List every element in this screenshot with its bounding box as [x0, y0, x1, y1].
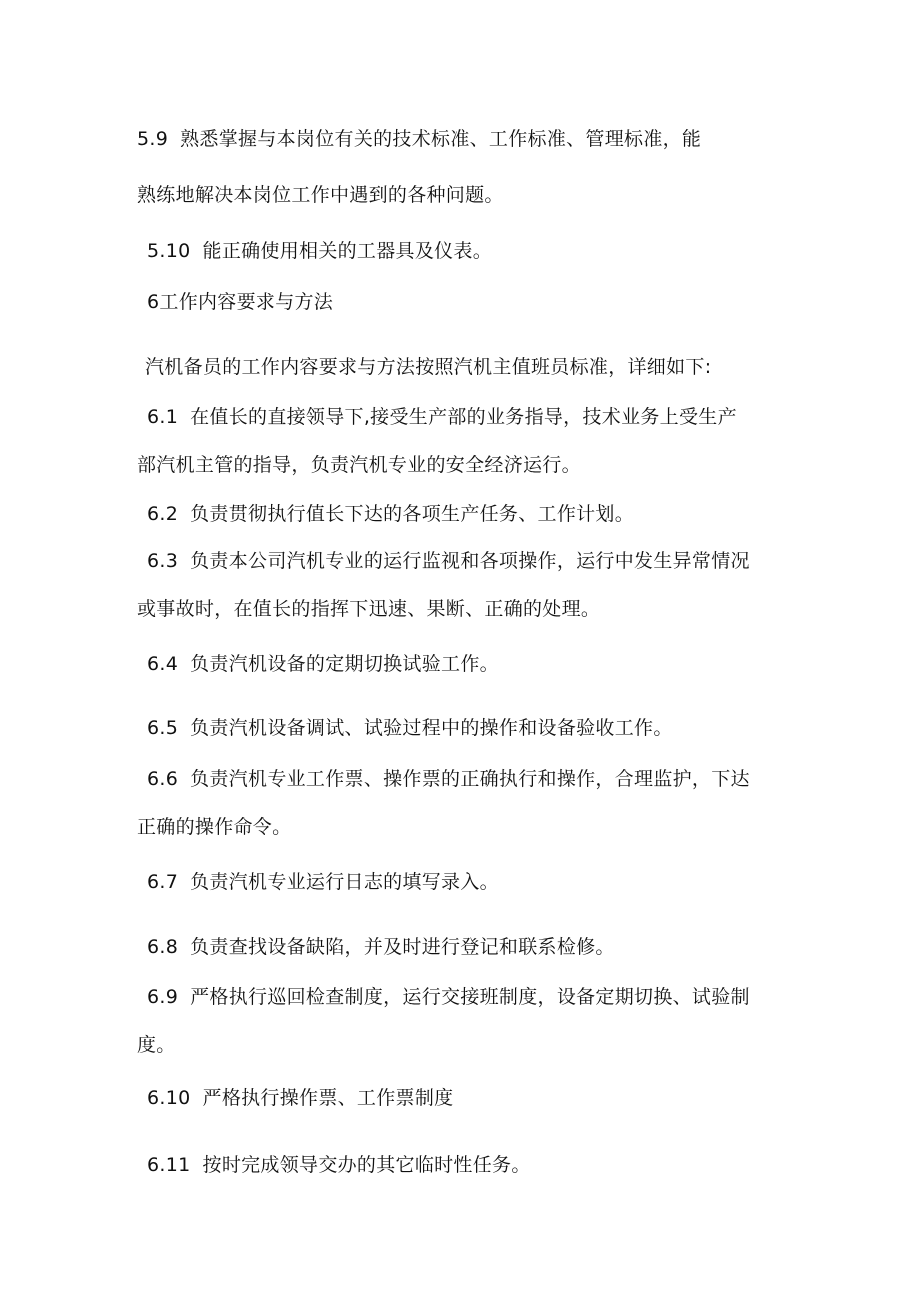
paragraph-text: 熟悉掌握与本岗位有关的技术标准、工作标准、管理标准，能 [180, 128, 702, 150]
paragraph-6-9-line-2 [137, 1033, 176, 1057]
paragraph-5-9-line-2 [137, 183, 504, 207]
paragraph-text: 严格执行巡回检查制度，运行交接班制度，设备定期切换、试验制 [190, 986, 750, 1008]
paragraph-6-5 [147, 716, 673, 740]
paragraph-6-3-line-1 [147, 549, 750, 573]
section-heading-6 [147, 290, 333, 314]
section-number: 6.1 [147, 406, 179, 428]
paragraph-6-6-line-1 [147, 767, 750, 791]
paragraph-6-10 [147, 1086, 453, 1110]
paragraph-text: 正确的操作命令。 [137, 816, 292, 838]
section-heading-text: 6工作内容要求与方法 [147, 291, 334, 313]
paragraph-text: 负责查找设备缺陷，并及时进行登记和联系检修。 [190, 936, 615, 958]
paragraph-text: 负责汽机专业工作票、操作票的正确执行和操作，合理监护，下达 [190, 768, 750, 790]
section-number: 6.6 [147, 768, 179, 790]
paragraph-text: 或事故时，在值长的指挥下迅速、果断、正确的处理。 [137, 598, 601, 620]
section-number: 6.2 [147, 503, 179, 525]
paragraph-text: 负责汽机设备的定期切换试验工作。 [190, 653, 499, 675]
paragraph-text: 负责贯彻执行值长下达的各项生产任务、工作计划。 [190, 503, 635, 525]
section-number: 5.9 [137, 128, 169, 150]
paragraph-6-11 [147, 1153, 531, 1177]
section-number: 6.9 [147, 986, 179, 1008]
section-number: 5.10 [147, 240, 191, 262]
paragraph-6-9-line-1 [147, 985, 750, 1009]
paragraph-5-9-line-1 [137, 127, 701, 151]
section-number: 6.7 [147, 871, 179, 893]
paragraph-text: 负责本公司汽机专业的运行监视和各项操作，运行中发生异常情况 [190, 550, 750, 572]
paragraph-6-2 [147, 502, 634, 526]
paragraph-6-1-line-1 [147, 405, 737, 429]
paragraph-6-6-line-2 [137, 815, 291, 839]
paragraph-6-4 [147, 652, 499, 676]
section-number: 6.5 [147, 717, 179, 739]
paragraph-text: 严格执行操作票、工作票制度 [202, 1087, 454, 1109]
paragraph-text: 能正确使用相关的工器具及仪表。 [202, 240, 493, 262]
paragraph-text: 负责汽机专业运行日志的填写录入。 [190, 871, 499, 893]
section-number: 6.11 [147, 1154, 191, 1176]
paragraph-text: 负责汽机设备调试、试验过程中的操作和设备验收工作。 [190, 717, 673, 739]
paragraph-text: 部汽机主管的指导，负责汽机专业的安全经济运行。 [137, 454, 581, 476]
paragraph-text: 度。 [137, 1034, 176, 1056]
paragraph-text: 汽机备员的工作内容要求与方法按照汽机主值班员标准，详细如下: [145, 356, 712, 378]
paragraph-5-10 [147, 239, 492, 263]
paragraph-6-8 [147, 935, 615, 959]
section-number: 6.4 [147, 653, 179, 675]
section-number: 6.10 [147, 1087, 191, 1109]
section-number: 6.8 [147, 936, 179, 958]
paragraph-intro [145, 355, 711, 379]
paragraph-text: 熟练地解决本岗位工作中遇到的各种问题。 [137, 184, 504, 206]
paragraph-text: 按时完成领导交办的其它临时性任务。 [202, 1154, 531, 1176]
paragraph-text: 在值长的直接领导下,接受生产部的业务指导，技术业务上受生产 [190, 406, 737, 428]
paragraph-6-1-line-2 [137, 453, 581, 477]
section-number: 6.3 [147, 550, 179, 572]
paragraph-6-3-line-2 [137, 597, 600, 621]
paragraph-6-7 [147, 870, 499, 894]
